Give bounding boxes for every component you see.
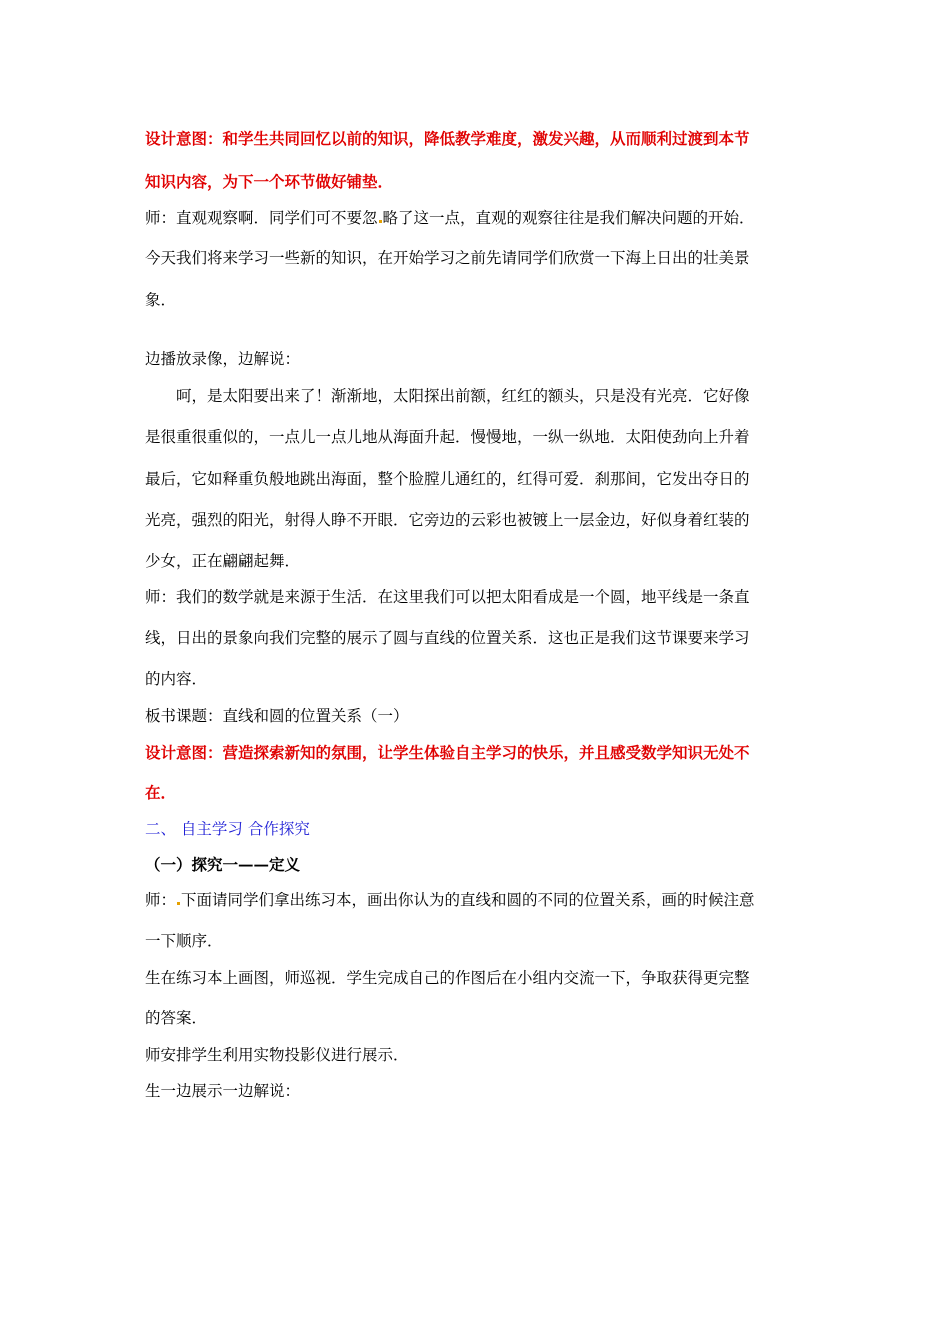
edit-mark-icon: [379, 220, 382, 223]
student-draw-line-2: 的答案．: [145, 1009, 208, 1027]
section-heading-2: 二、 自主学习 合作探究: [145, 820, 310, 838]
video-narration-heading: 边播放录像，边解说：: [145, 350, 301, 368]
lesson-title-line: 板书课题：直线和圆的位置关系（一）: [145, 707, 409, 725]
design-intent-2-line-2: 在．: [145, 783, 177, 802]
edit-mark-icon: [177, 902, 180, 905]
narration-line-2: 是很重很重似的，一点儿一点儿地从海面升起．慢慢地，一纵一纵地．太阳使劲向上升着: [145, 428, 750, 446]
teacher-math-line-2: 线，日出的景象向我们完整的展示了圆与直线的位置关系．这也正是我们这节课要来学习: [145, 629, 750, 647]
teacher-task-prefix: 师：: [145, 891, 177, 909]
teacher-task-line-1: [145, 888, 807, 910]
intro-line-2: 象．: [145, 291, 177, 309]
teacher-line-observe: [145, 206, 807, 228]
narration-line-1: 呵，是太阳要出来了！渐渐地，太阳探出前额，红红的额头，只是没有光亮．它好像: [176, 387, 750, 405]
teacher-math-line-3: 的内容．: [145, 670, 208, 688]
narration-line-5: 少女，正在翩翩起舞．: [145, 552, 301, 570]
teacher-task-line-2: 一下顺序．: [145, 932, 223, 950]
design-intent-line-2: 知识内容，为下一个环节做好铺垫．: [145, 172, 394, 191]
teacher-line-observe-part1: 师：直观观察啊．同学们可不要忽: [145, 209, 378, 227]
student-explain-line: 生一边展示一边解说：: [145, 1082, 301, 1100]
teacher-projector-line: 师安排学生利用实物投影仪进行展示．: [145, 1046, 409, 1064]
subsection-heading-1: （一）探究一——定义: [145, 855, 301, 874]
teacher-task-body: 下面请同学们拿出练习本，画出你认为的直线和圆的不同的位置关系，画的时候注意: [181, 891, 755, 909]
teacher-line-observe-part2: 略了这一点，直观的观察往往是我们解决问题的开始．: [382, 209, 755, 227]
narration-line-4: 光亮，强烈的阳光，射得人睁不开眼．它旁边的云彩也被镀上一层金边，好似身着红装的: [145, 511, 750, 529]
narration-line-3: 最后，它如释重负般地跳出海面，整个脸膛儿通红的，红得可爱．刹那间，它发出夺日的: [145, 470, 750, 488]
design-intent-line-1: 设计意图：和学生共同回忆以前的知识，降低教学难度，激发兴趣，从而顺利过渡到本节: [145, 129, 750, 148]
design-intent-2-line-1: 设计意图：营造探索新知的氛围，让学生体验自主学习的快乐，并且感受数学知识无处不: [145, 743, 750, 762]
student-draw-line-1: 生在练习本上画图，师巡视．学生完成自己的作图后在小组内交流一下，争取获得更完整: [145, 969, 750, 987]
intro-line-1: 今天我们将来学习一些新的知识，在开始学习之前先请同学们欣赏一下海上日出的壮美景: [145, 249, 750, 267]
teacher-math-line-1: 师：我们的数学就是来源于生活．在这里我们可以把太阳看成是一个圆，地平线是一条直: [145, 588, 750, 606]
